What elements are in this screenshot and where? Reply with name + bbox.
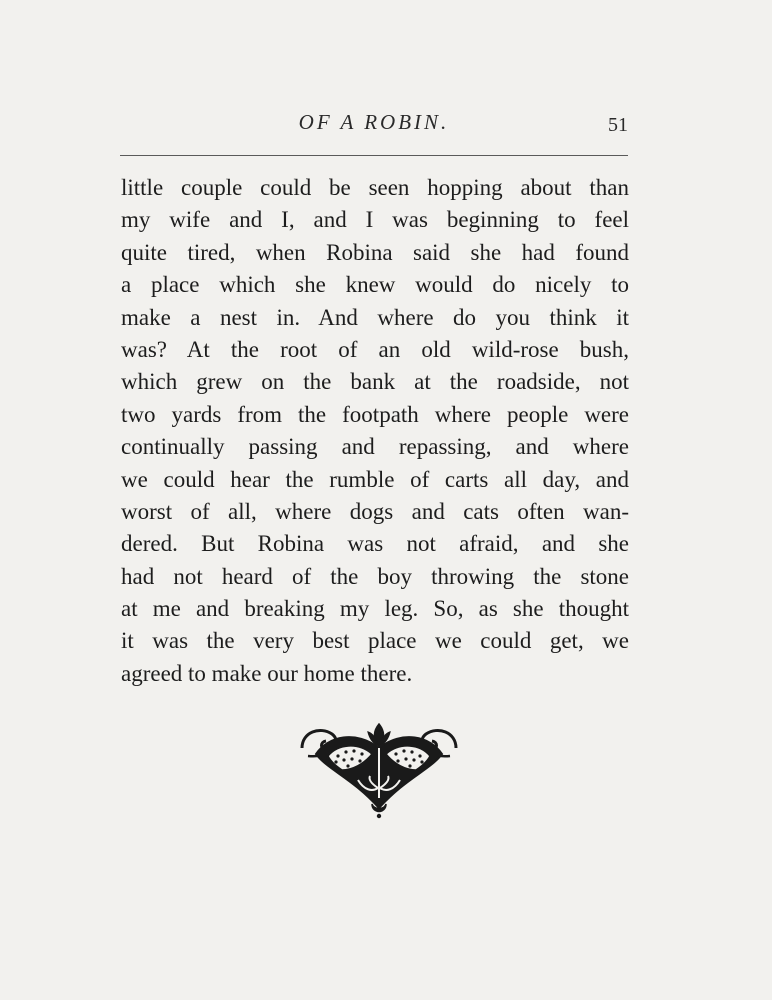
text-line: which grew on the bank at the roadside, not <box>121 369 629 395</box>
text-line: agreed to make our home there. <box>121 660 413 686</box>
text-line: little couple could be seen hopping about than <box>121 175 629 200</box>
header-rule <box>120 155 628 156</box>
text-line: continually passing and repassing, and where <box>121 434 629 460</box>
text-line: it was the very best place we could get, we <box>121 628 629 654</box>
text-line: quite tired, when Robina said she had found <box>121 239 629 265</box>
text-line: at me and breaking my leg. So, as she thought <box>121 596 629 622</box>
text-line: a place which she knew would do nicely to <box>121 272 629 298</box>
page-number: 51 <box>608 114 628 136</box>
text-line: worst of all, where dogs and cats often wan- <box>121 498 629 524</box>
text-line: my wife and I, and I was beginning to feel <box>121 207 629 233</box>
running-title: OF A ROBIN. <box>298 110 450 134</box>
running-head <box>120 110 628 140</box>
body-text <box>121 172 629 690</box>
text-line: dered. But Robina was not afraid, and she <box>121 531 629 557</box>
floral-tailpiece-ornament-icon <box>298 718 460 820</box>
text-line: make a nest in. And where do you think it <box>121 304 629 330</box>
text-line: we could hear the rumble of carts all day, and <box>121 466 629 492</box>
text-line: two yards from the footpath where people were <box>121 401 629 427</box>
text-line: was? At the root of an old wild-rose bush, <box>121 336 629 362</box>
text-line: had not heard of the boy throwing the stone <box>121 563 629 589</box>
